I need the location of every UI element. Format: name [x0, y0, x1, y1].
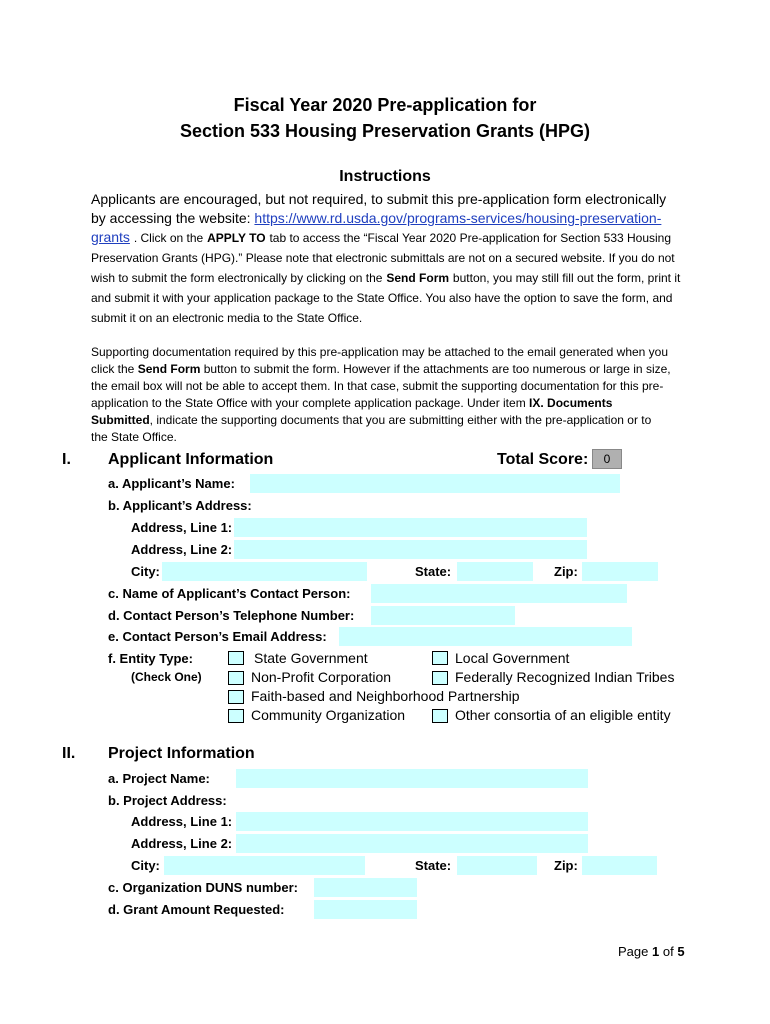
contact-phone-input[interactable]	[371, 606, 515, 625]
contact-person-input[interactable]	[371, 584, 627, 603]
project-address-line2-input[interactable]	[236, 834, 588, 853]
local-government-checkbox[interactable]	[432, 651, 448, 665]
contact-email-input[interactable]	[339, 627, 632, 646]
project-name-label: a. Project Name:	[108, 771, 210, 786]
check-one-note: (Check One)	[131, 670, 202, 684]
project-state-input[interactable]	[457, 856, 537, 875]
local-government-label: Local Government	[455, 650, 570, 666]
section-1-numeral: I.	[62, 451, 71, 468]
instructions-heading: Instructions	[339, 168, 431, 185]
applicant-address-line1-input[interactable]	[234, 518, 587, 537]
state-government-label: State Government	[254, 650, 368, 666]
total-score-field: 0	[592, 449, 622, 469]
instructions-paragraph-1: Applicants are encouraged, but not required, to submit this pre-application form electronically by accessing the website: https://www.rd.usda.gov/programs-services/housing-preservation-grants . Click on the APPLY TO tab to access the “Fiscal Year 2020 Pre-application for Section 533 Housing Preservation Grants (HPG).” Please note that electronic submittals are not on a secured website. If you do not wish to submit the form electronically by clicking on the Send Form button, you may still fill out the form, print it and submit it with your application package to the State Office. You also have the option to save the form, and submit it on an electronic media to the State Office.	[91, 191, 681, 325]
page-number: Page 1 of 5	[618, 944, 685, 959]
project-address-line1-label: Address, Line 1:	[131, 814, 233, 829]
section-2-heading: Project Information	[108, 745, 255, 762]
applicant-state-input[interactable]	[457, 562, 533, 581]
project-address-line2-label: Address, Line 2:	[131, 836, 233, 851]
duns-number-label: c. Organization DUNS number:	[108, 880, 298, 895]
project-zip-input[interactable]	[582, 856, 657, 875]
project-address-label: b. Project Address:	[108, 793, 227, 808]
duns-number-input[interactable]	[314, 878, 417, 897]
indian-tribes-label: Federally Recognized Indian Tribes	[455, 669, 675, 685]
applicant-name-label: a. Applicant’s Name:	[108, 476, 235, 491]
contact-person-label: c. Name of Applicant’s Contact Person:	[108, 586, 351, 601]
applicant-address-line2-input[interactable]	[234, 540, 587, 559]
state-government-checkbox[interactable]	[228, 651, 244, 665]
project-zip-label: Zip:	[554, 858, 578, 873]
project-address-line1-input[interactable]	[236, 812, 588, 831]
faith-based-checkbox[interactable]	[228, 690, 244, 704]
entity-type-label: f. Entity Type:	[108, 651, 193, 666]
applicant-address-line2-label: Address, Line 2:	[131, 542, 233, 557]
contact-phone-label: d. Contact Person’s Telephone Number:	[108, 608, 355, 623]
contact-email-label: e. Contact Person’s Email Address:	[108, 629, 327, 644]
applicant-zip-input[interactable]	[582, 562, 658, 581]
nonprofit-label: Non-Profit Corporation	[251, 669, 392, 685]
community-org-checkbox[interactable]	[228, 709, 244, 723]
applicant-zip-label: Zip:	[554, 564, 578, 579]
faith-based-label: Faith-based and Neighborhood Partnership	[251, 688, 520, 704]
section-1-heading: Applicant Information	[108, 451, 274, 468]
indian-tribes-checkbox[interactable]	[432, 671, 448, 685]
applicant-address-label: b. Applicant’s Address:	[108, 498, 252, 513]
website-link[interactable]: https://www.rd.usda.gov/programs-services/housing-preservation-grants	[91, 210, 662, 245]
grant-amount-label: d. Grant Amount Requested:	[108, 902, 285, 917]
project-name-input[interactable]	[236, 769, 588, 788]
grant-amount-input[interactable]	[314, 900, 417, 919]
form-title-line2: Section 533 Housing Preservation Grants (HPG)	[179, 121, 591, 141]
form-title-line1: Fiscal Year 2020 Pre-application for	[233, 95, 537, 115]
applicant-name-input[interactable]	[250, 474, 620, 493]
applicant-address-line1-label: Address, Line 1:	[131, 520, 233, 535]
nonprofit-checkbox[interactable]	[228, 671, 244, 685]
applicant-city-input[interactable]	[162, 562, 367, 581]
instructions-paragraph-2: Supporting documentation required by this pre-application may be attached to the email generated when you click the Send Form button to submit the form. However if the attachments are too numerous or large in size, the email box will not be able to accept them. In that case, submit the supporting documentation for this pre-application to the State Office with your complete application package. Under item IX. Documents Submitted, indicate the supporting documents that you are submitting either with the pre-application or to the State Office.	[91, 345, 671, 444]
project-city-label: City:	[131, 858, 160, 873]
project-city-input[interactable]	[164, 856, 365, 875]
other-consortia-checkbox[interactable]	[432, 709, 448, 723]
community-org-label: Community Organization	[251, 707, 406, 723]
applicant-state-label: State:	[415, 564, 452, 579]
project-state-label: State:	[415, 858, 452, 873]
section-2-numeral: II.	[62, 745, 76, 762]
other-consortia-label: Other consortia of an eligible entity	[455, 707, 671, 723]
total-score-label: Total Score:	[497, 451, 589, 468]
applicant-city-label: City:	[131, 564, 160, 579]
